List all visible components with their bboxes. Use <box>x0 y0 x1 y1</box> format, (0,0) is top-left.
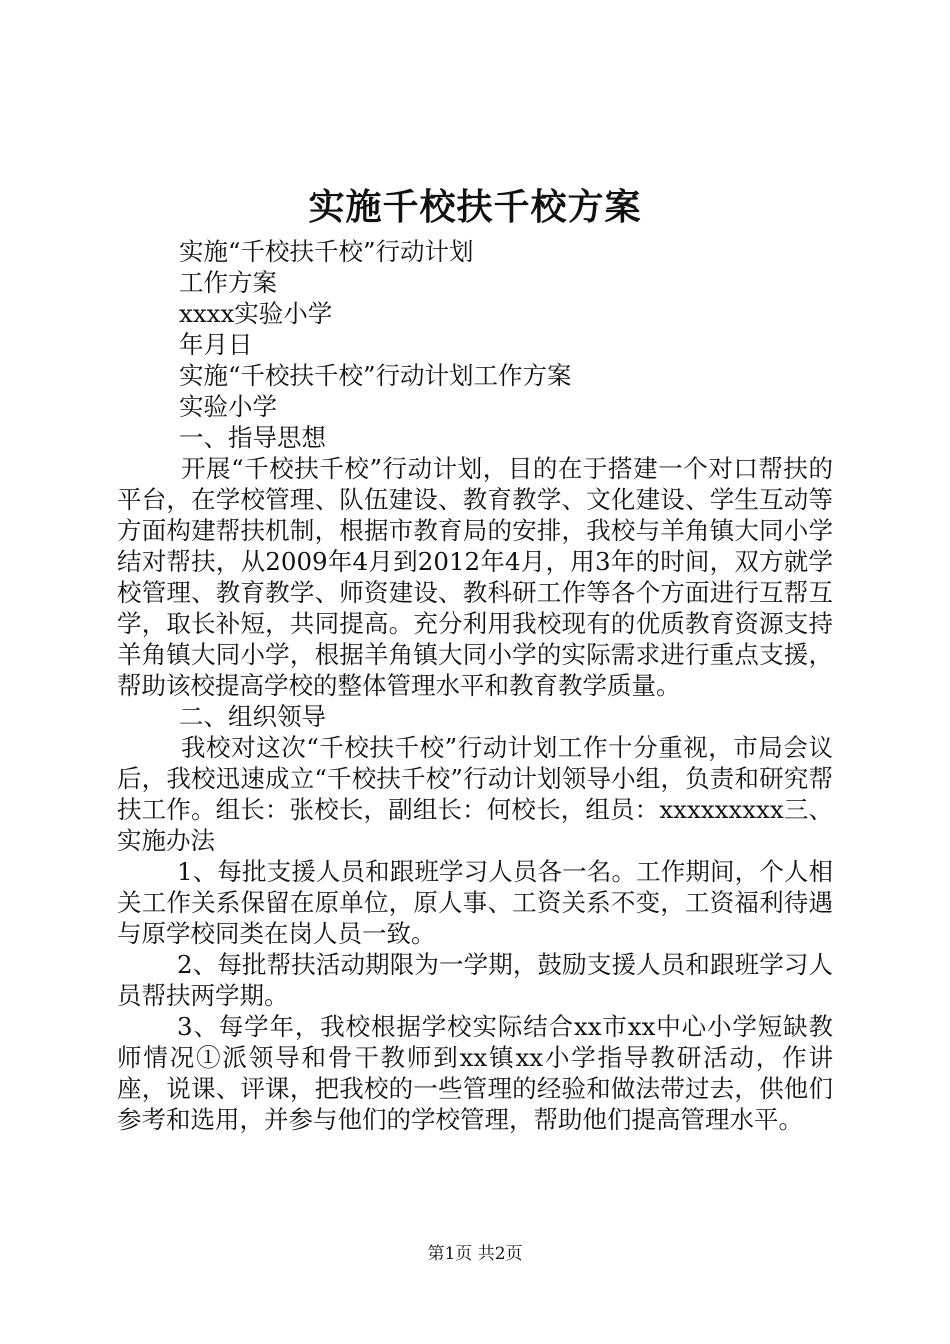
header-line-work-plan: 工作方案 <box>179 268 277 297</box>
header-line-school: xxxx实验小学 <box>179 299 333 328</box>
section2-paragraph: 我校对这次“千校扶千校”行动计划工作十分重视，市局会议后，我校迅速成立“千校扶千校”行动计划领导小组，负责和研究帮扶工作。组长：张校长，副组长：何校长，组员：xxxxxxxxx三、实施办法 <box>117 733 833 855</box>
document-body <box>117 236 833 1135</box>
header-line-full-title: 实施“千校扶千校”行动计划工作方案 <box>179 361 572 390</box>
implementation-item-1: 1、每批支援人员和跟班学习人员各一名。工作期间，个人相关工作关系保留在原单位，原人事、工资关系不变，工资福利待遇与原学校同类在岗人员一致。 <box>117 857 833 948</box>
document-title: 实施千校扶千校方案 <box>308 186 642 228</box>
page-footer: 第1页 共2页 <box>427 1244 523 1264</box>
implementation-item-3: 3、每学年，我校根据学校实际结合xx市xx中心小学短缺教师情况①派领导和骨干教师到xx镇xx小学指导教研活动，作讲座，说课、评课，把我校的一些管理的经验和做法带过去，供他们参考和选用，并参与他们的学校管理，帮助他们提高管理水平。 <box>117 1012 833 1134</box>
implementation-item-2: 2、每批帮扶活动期限为一学期，鼓励支援人员和跟班学习人员帮扶两学期。 <box>117 950 833 1010</box>
section-heading-guiding-ideology: 一、指导思想 <box>179 423 326 452</box>
header-line-school-short: 实验小学 <box>179 392 277 421</box>
header-line-plan: 实施“千校扶千校”行动计划 <box>179 237 474 266</box>
section-heading-organization: 二、组织领导 <box>179 702 326 731</box>
header-line-date: 年月日 <box>179 330 253 359</box>
section1-paragraph: 开展“千校扶千校”行动计划，目的在于搭建一个对口帮扶的平台，在学校管理、队伍建设、教育教学、文化建设、学生互动等方面构建帮扶机制，根据市教育局的安排，我校与羊角镇大同小学结对帮扶，从2009年4月到2012年4月，用3年的时间，双方就学校管理、教育教学、师资建设、教科研工作等各个方面进行互帮互学，取长补短，共同提高。充分利用我校现有的优质教育资源支持羊角镇大同小学，根据羊角镇大同小学的实际需求进行重点支援，帮助该校提高学校的整体管理水平和教育教学质量。 <box>117 454 833 700</box>
